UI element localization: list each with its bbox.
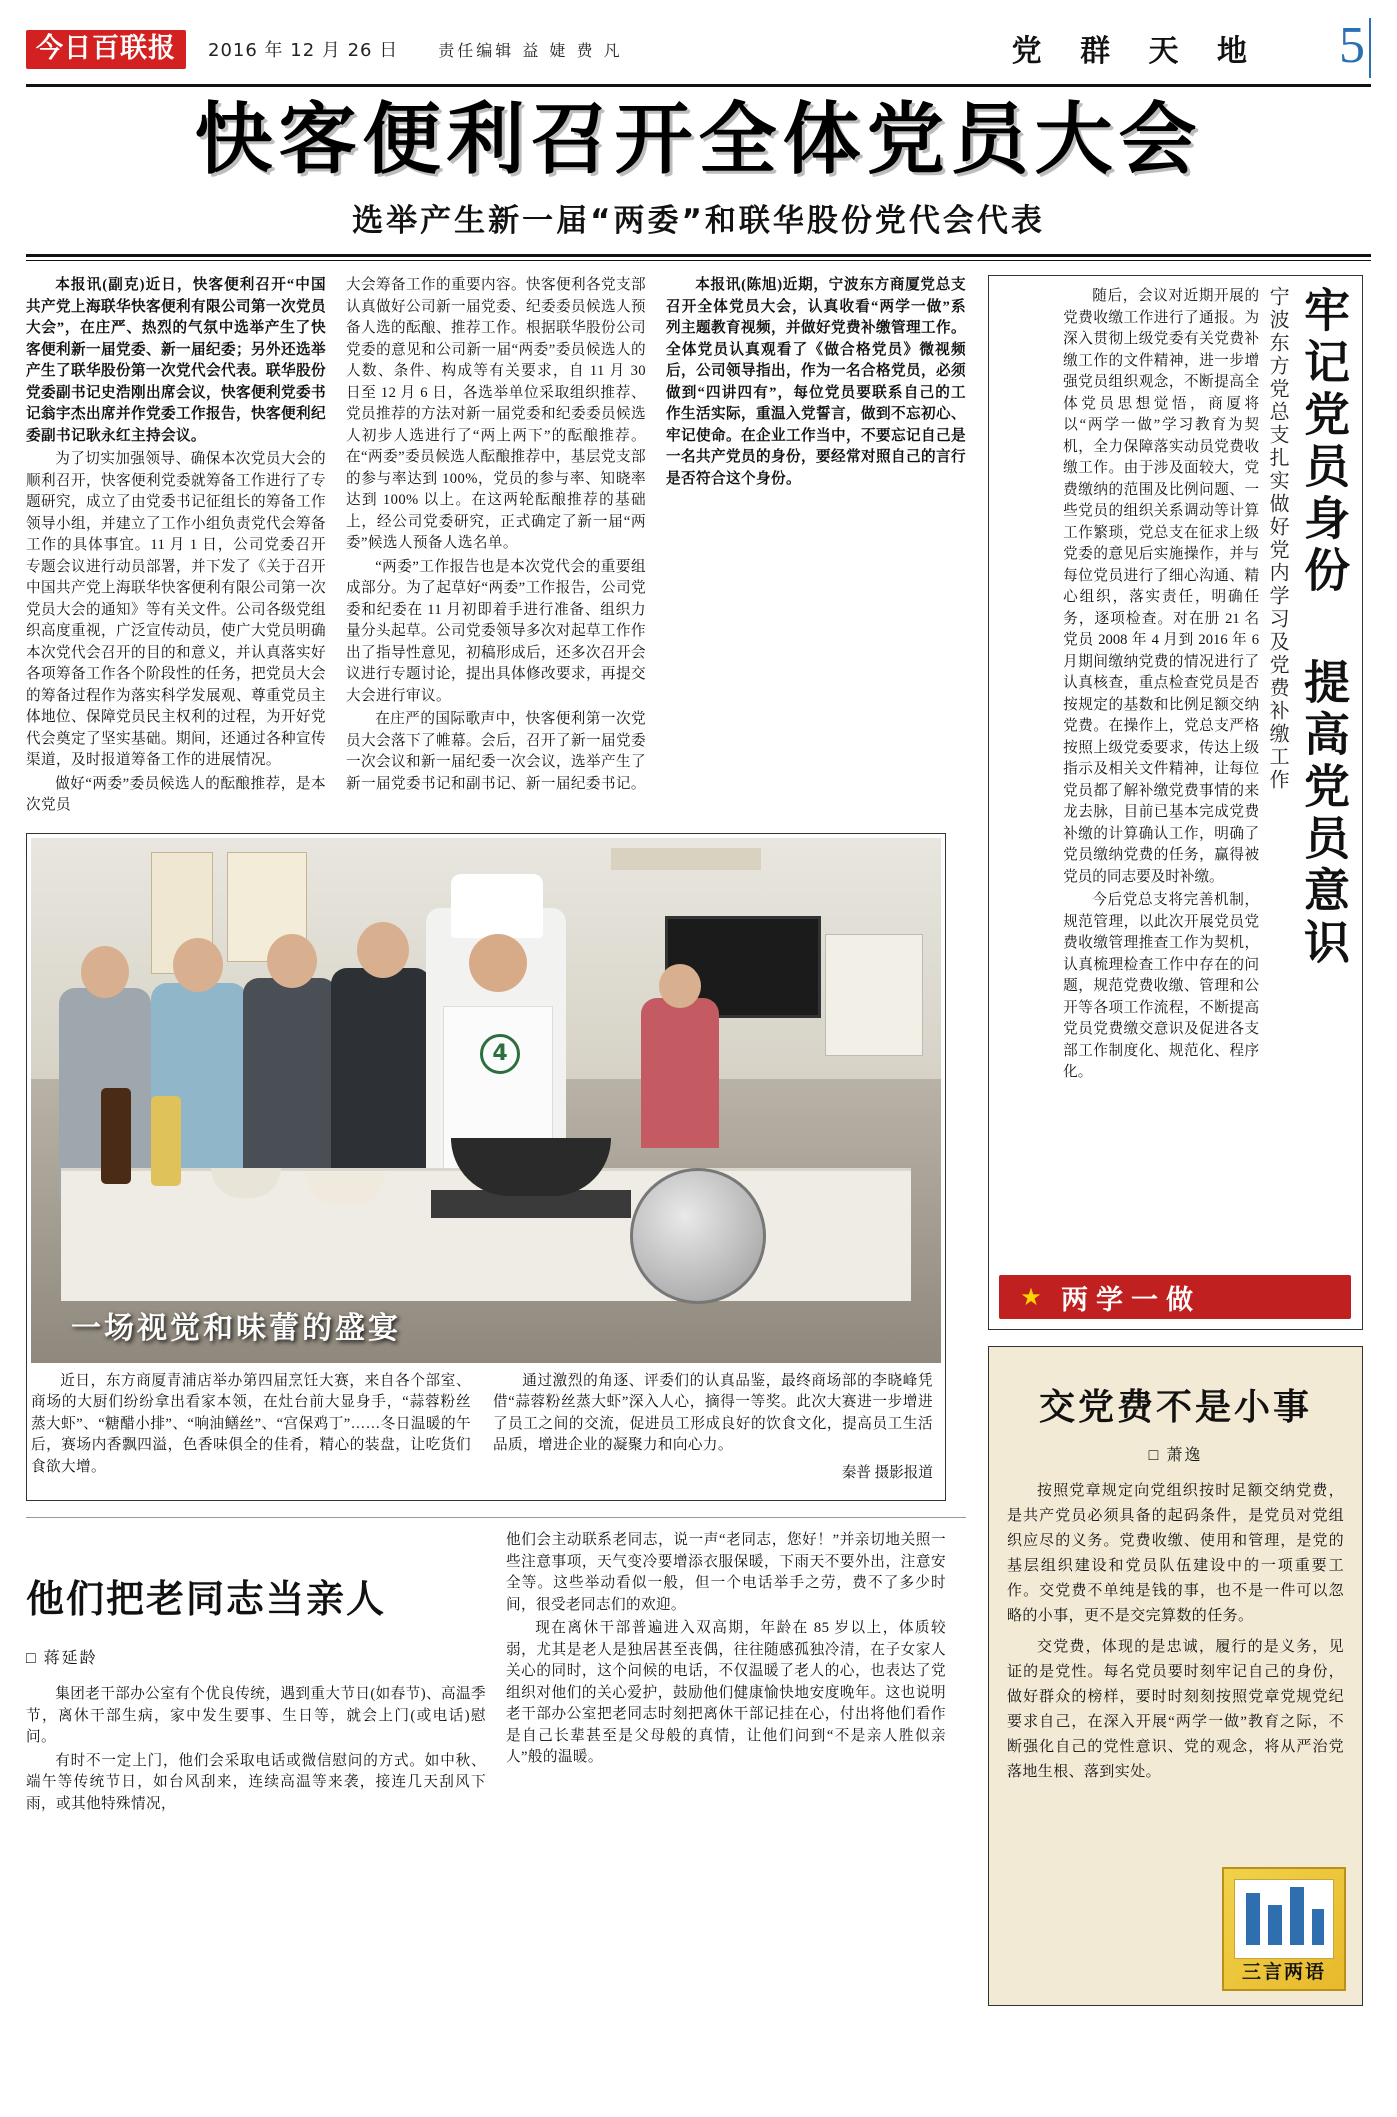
column-logo	[1222, 1867, 1346, 1991]
wall-banner	[611, 848, 761, 870]
bottom-left-article	[26, 1517, 966, 1817]
photo-image	[31, 838, 941, 1363]
paragraph: 按照党章规定向党组织按时足额交纳党费，是共产党员必须具备的起码条件，是党员对党组织应尽的义务。党费收缴、使用和管理，是党的基层组织建设和党员队伍建设中的一项重要工作。交党费不单纯是钱的事，也不是一件可以忽略的小事，更不是交完算数的任务。	[1007, 1483, 1344, 1624]
party-emblem-icon: ★	[1009, 1282, 1053, 1312]
section-title: 党 群 天 地	[1011, 34, 1261, 69]
paragraph: 本报讯(陈旭)近期，宁波东方商厦党总支召开全体党员大会，认真收看“两学一做”系列主题教育视频，并做好党费补缴管理工作。全体党员认真观看了《做合格党员》微视频后，公司领导指出，作为一名合格党员，必须做到“四讲四有”，每位党员要联系自己的工作生活实际，重温入党誓言，做到不忘初心、牢记使命。在企业工作当中，不要忘记自己是一名共产党员的身份，要经常对照自己的言行是否符合这个身份。	[666, 277, 966, 487]
vertical-feature-wrap	[1001, 286, 1350, 1319]
sub-headline: 选举产生新一届“两委”和联华股份党代会代表	[352, 203, 1045, 239]
paragraph: 现在离休干部普遍进入双高期，年龄在 85 岁以上，体质较弱，尤其是老人是独居甚至丧偶，往往随感孤独冷清，在子女家人关心的同时，这个问候的电话，不仅温暖了老人的心，也表达了党组织对他们的关心爱护，鼓励他们健康愉快地安度晚年。这也说明老干部办公室把老同志时刻把离休干部记挂在心，付出将他们看作是自己长辈甚至是父母般的真情，让他们问到“不是亲人胜似亲人”般的温暖。	[506, 1620, 946, 1766]
vertical-title: 牢记党员身份 提高党员意识	[1297, 286, 1351, 970]
logo-bar	[1290, 1887, 1304, 1945]
soy-sauce-bottle-icon	[101, 1088, 131, 1184]
photo-credit: 秦普 摄影报道	[841, 1464, 933, 1481]
paragraph: 在庄严的国际歌声中，快客便利第一次党员大会落下了帷幕。会后，召开了新一届党委一次会议和新一届纪委一次会议，选举产生了新一届党委书记和副书记、新一届纪委书记。	[346, 711, 646, 792]
lead-column-2	[346, 275, 646, 819]
paragraph: 做好“两委”委员候选人的酝酿推荐，是本次党员	[26, 775, 326, 813]
oil-bottle-icon	[151, 1096, 181, 1186]
paragraph: 随后，会议对近期开展的党费收缴工作进行了通报。为深入贯彻上级党委有关党费补缴工作的文件精神，进一步增强党员组织观念，不断提高全体党员思想觉悟，商厦将以“两学一做”学习教育为契机，全力保障落实动员党费收缴工作。由于涉及面较大，党费缴纳的范围及比例问题、一些党员的组织关系调动等计算工作繁琐，党总支在征求上级党委的意见后实施操作，并与每位党员进行了细心沟通、精心组织，落实责任，明确任务，逐项检查。对在册 21 名党员 2008 年 4 月到 2016 年 6 月期间缴纳党费的情况进行了认真核查，重点检查党员是否按规定的基数和比例足额交纳党费。在操作上，党总支严格按照上级党委要求，传达上级指示及相关文件精神，让每位党员都了解补缴党费事情的来龙去脉，目前已基本完成党费补缴的计算确认工作，明确了党员缴纳党费的任务，赢得被党员的同志要及时补缴。	[1063, 288, 1260, 885]
right-section	[988, 275, 1363, 2006]
photo-caption-block	[31, 1371, 941, 1497]
photo-caption-right	[493, 1371, 933, 1497]
paragraph: “两委”工作报告也是本次党代会的重要组成部分。为了起草好“两委”工作报告，公司党委和纪委在 11 月初即着手进行准备、组织力量分头起草。公司党委领导多次对起草工作作出了指导性意见，初稿形成后，还多次召开会议进行专题讨论，提出具体修改要求，再提交大会进行审议。	[346, 558, 646, 704]
paragraph: 今后党总支将完善机制，规范管理，以此次开展党员党费收缴管理推查工作为契机，认真梳理检查工作中存在的问题，规范党费收缴、管理和公开等各项工作流程，不断提高党员党费缴交意识及促进各支部工作制度化、规范化、程序化。	[1063, 892, 1260, 1080]
paragraph: 近日，东方商厦青浦店举办第四届烹饪大赛，来自各个部室、商场的大厨们纷纷拿出看家本领，在灶台前大显身手，“蒜蓉粉丝蒸大虾”、“糖醋小排”、“响油鳝丝”、“宫保鸡丁”……冬日温暖的午后，赛场内香飘四溢，色香味俱全的佳肴，精心的装盘，让吃货们食欲大增。	[31, 1372, 471, 1475]
spectator-4	[331, 968, 431, 1198]
spectator-3	[243, 978, 337, 1198]
whiteboard-icon	[825, 934, 923, 1056]
spectator-5	[641, 998, 719, 1148]
right-article-body	[1007, 1479, 1344, 1785]
main-headline: 快客便利召开全体党员大会	[194, 95, 1203, 185]
right-article-title: 交党费不是小事	[1038, 1387, 1312, 1428]
lead-column-3	[666, 275, 966, 819]
logo-bar	[1268, 1905, 1282, 1945]
bottom-left-title-column	[26, 1530, 486, 1817]
photo-overlay-caption: 一场视觉和味蕾的盛宴	[71, 1310, 401, 1346]
photo-feature	[26, 833, 946, 1502]
two-studies-emblem	[999, 1275, 1351, 1319]
paragraph: 交党费，体现的是忠诚，履行的是义务，见证的是党性。每名党员要时刻牢记自己的身份，做好群众的榜样，要时时刻刻按照党章党规党纪要求自己，在深入开展“两学一做”教育之际，不断强化自己的党性意识、党的观念，将从严治党落地生根、落到实处。	[1007, 1639, 1344, 1780]
paper-logo: 今日百联报	[26, 30, 186, 69]
spectator-5-head	[659, 964, 701, 1008]
lead-column-1	[26, 275, 326, 819]
page-number: 5	[1339, 17, 1365, 74]
spectator-2-head	[173, 938, 223, 992]
right-article-byline: □ 萧逸	[1148, 1447, 1203, 1464]
headline-divider	[26, 254, 1371, 261]
left-section	[26, 275, 966, 2006]
paragraph: 有时不一定上门，他们会采取电话或微信慰问的方式。如中秋、端午等传统节日，如台风刮来，连续高温等来袭，接连几天刮风下雨，或其他特殊情况，	[26, 1752, 486, 1812]
paragraph: 通过激烈的角逐、评委们的认真品鉴，最终商场部的李晓峰凭借“蒜蓉粉丝蒸大虾”深入人心，摘得一等奖。此次大赛进一步增进了员工之间的交流，促进员工形成良好的饮食文化，提高员工生活品质，增进企业的凝聚力和向心力。	[493, 1372, 933, 1453]
paragraph: 本报讯(副克)近日，快客便利召开“中国共产党上海联华快客便利有限公司第一次党员大会”，在庄严、热烈的气氛中选举产生了快客便利新一届党委、新一届纪委；另外还选举产生了联华股份第一次党代会代表。联华股份党委副书记史浩刚出席会议，快客便利党委书记翁宇杰出席并作党委工作报告，快客便利纪委副书记耿永红主持会议。	[26, 277, 326, 444]
chef-head	[469, 934, 527, 992]
right-bottom-article	[988, 1346, 1363, 2006]
bottom-article-byline: □ 蒋延龄	[26, 1650, 98, 1668]
masthead	[26, 18, 1371, 87]
bottom-article-title: 他们把老同志当亲人	[26, 1577, 387, 1622]
paragraph: 为了切实加强领导、确保本次党员大会的顺利召开，快客便利党委就筹备工作进行了专题研究，成立了由党委书记征组长的筹备工作领导小组，并建立了工作小组负责党代会筹备工作的具体事宜。11 月 1 日，公司党委召开专题会议进行动员部署，并下发了《关于召开中国共产党上海联华快客便利有限公司第一次党员大会的通知》等有关文件。公司各级党组织高度重视，广泛宣传动员，使广大党员明确本次党代会召开的目的和意义，并认真落实好各项筹备工作各个阶段性的任务，把党员大会的筹备过程作为落实科学发展观、尊重党员主体地位、保障党员民主权利的过程，为开好党代会奠定了坚实基础。期间，还通过各种宣传渠道，及时报道筹备工作的进展情况。	[26, 451, 326, 768]
editors-line: 责任编辑 益 婕 费 凡	[438, 40, 623, 60]
emblem-label: 两学一做	[1061, 1284, 1201, 1316]
main-body	[26, 275, 1371, 2006]
vertical-body	[1063, 286, 1259, 1319]
vertical-subtitle: 宁波东方党总支扎实做好党内学习及党费补缴工作	[1266, 286, 1289, 792]
logo-bar	[1246, 1893, 1260, 1945]
issue-date: 2016 年 12 月 26 日	[208, 40, 399, 61]
logo-bar	[1312, 1909, 1324, 1945]
page-number-rule	[1369, 18, 1371, 78]
paragraph: 集团老干部办公室有个优良传统，遇到重大节日(如春节)、高温季节，离休干部生病，家中发生要事、生日等，就会上门(或电话)慰问。	[26, 1686, 486, 1746]
pot-lid-icon	[630, 1168, 766, 1304]
headline-block	[26, 95, 1371, 240]
paragraph: 大会筹备工作的重要内容。快客便利各党支部认真做好公司新一届党委、纪委委员候选人预备人选的酝酿、推荐工作。根据联华股份公司党委的意见和公司新一届“两委”委员候选人的人数、条件、构成等有关要求，自 11 月 30 日至 12 月 6 日，各选举单位采取组织推荐、党员推荐的方法对新一届党委和纪委委员候选人初步人选进行了“两上两下”的酝酿推荐。在“两委”委员候选人酝酿推荐中，基层党支部的参与率达到 100%，党员的参与率、知晓率达到 100% 以上。在这两轮酝酿推荐的基础上，经公司党委研究，正式确定了新一届“两委”候选人预备人选名单。	[346, 277, 646, 551]
spectator-1-head	[81, 946, 129, 998]
contestant-number-badge: 4	[480, 1034, 520, 1074]
lead-article-columns	[26, 275, 966, 819]
chef-hat-icon	[451, 874, 543, 938]
vertical-feature-box	[988, 275, 1363, 1330]
photo-caption-left	[31, 1371, 471, 1497]
spectator-3-head	[267, 934, 317, 988]
paragraph: 他们会主动联系老同志，说一声“老同志，您好！”并亲切地关照一些注意事项，天气变冷要增添衣服保暖，下雨天不要外出，注意安全等。这些举动看似一般，但一个电话举手之劳，费不了多少时间，很受老同志们的欢迎。	[506, 1532, 946, 1613]
spectator-4-head	[357, 922, 409, 978]
logo-label: 三言两语	[1241, 1961, 1326, 1983]
bottom-left-text-column	[506, 1530, 946, 1817]
